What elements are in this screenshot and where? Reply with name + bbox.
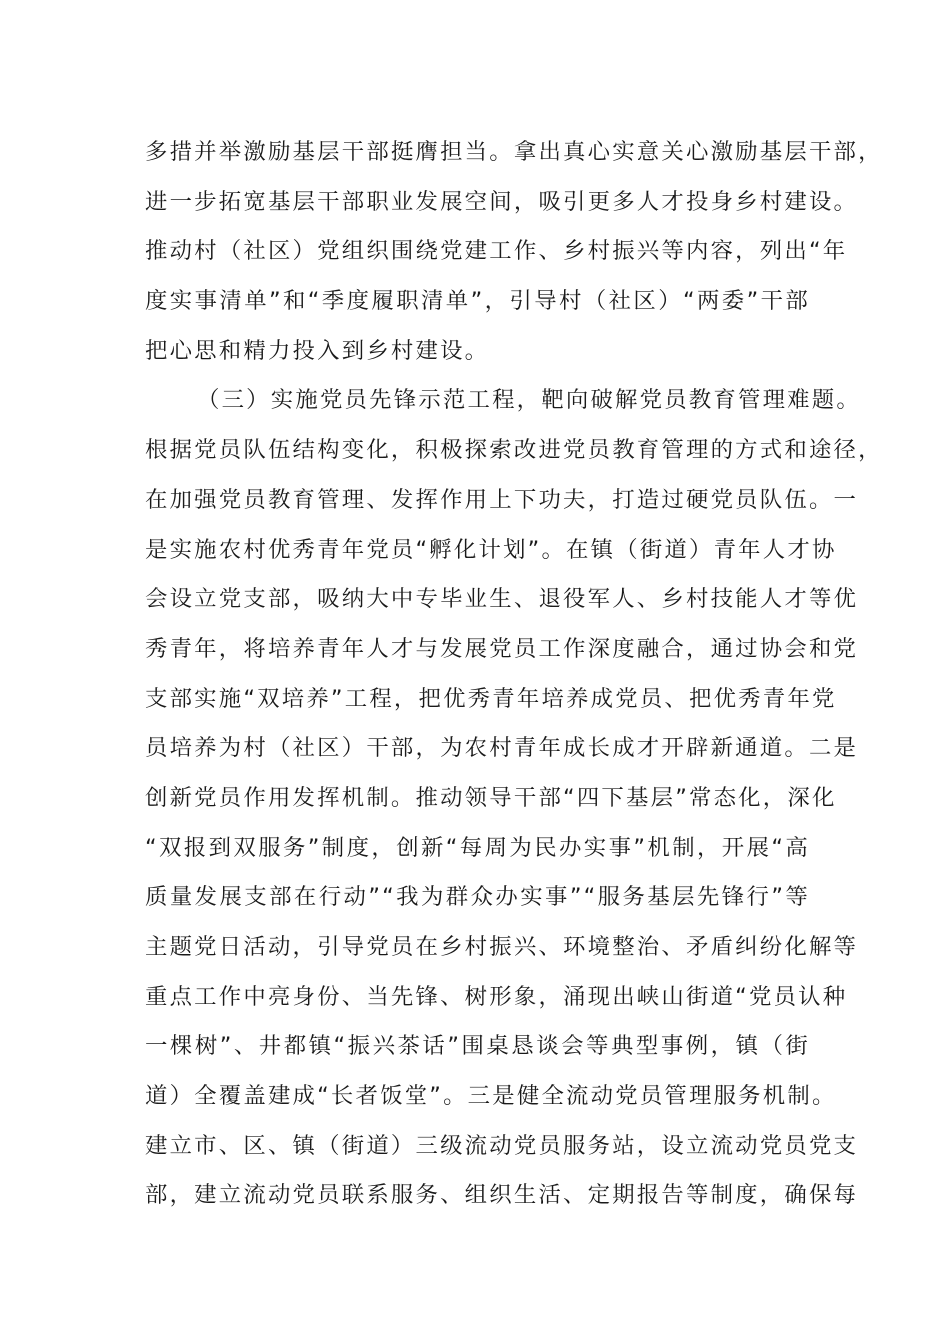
text-line: 推动村（社区）党组织围绕党建工作、乡村振兴等内容，列出“年 [145, 238, 848, 265]
text-line: 根据党员队伍结构变化，积极探索改进党员教育管理的方式和途径， [145, 437, 883, 464]
text-line: 支部实施“双培养”工程，把优秀青年培养成党员、把优秀青年党 [145, 685, 837, 712]
text-line: 是实施农村优秀青年党员“孵化计划”。在镇（街道）青年人才协 [145, 536, 837, 563]
text-line: 道）全覆盖建成“长者饭堂”。三是健全流动党员管理服务机制。 [145, 1083, 837, 1110]
body-text [145, 128, 883, 1221]
text-line: 主题党日活动，引导党员在乡村振兴、环境整治、矛盾纠纷化解等 [145, 934, 859, 960]
text-line: 质量发展支部在行动”“我为群众办实事”“服务基层先锋行”等 [145, 884, 810, 911]
text-line: 会设立党支部，吸纳大中专毕业生、退役军人、乡村技能人才等优 [145, 586, 859, 613]
text-line: 进一步拓宽基层干部职业发展空间，吸引更多人才投身乡村建设。 [145, 188, 859, 215]
text-line: 部，建立流动党员联系服务、组织生活、定期报告等制度，确保每 [145, 1182, 859, 1209]
text-line: 度实事清单”和“季度履职清单”，引导村（社区）“两委”干部 [145, 288, 810, 315]
text-line: 在加强党员教育管理、发挥作用上下功夫，打造过硬党员队伍。一 [145, 486, 859, 513]
text-line: 员培养为村（社区）干部，为农村青年成长成才开辟新通道。二是 [145, 735, 859, 762]
text-line: “双报到双服务”制度，创新“每周为民办实事”机制，开展“高 [145, 834, 810, 861]
text-line: 秀青年，将培养青年人才与发展党员工作深度融合，通过协会和党 [145, 635, 859, 662]
text-line: 把心思和精力投入到乡村建设。 [145, 337, 490, 364]
text-line: 重点工作中亮身份、当先锋、树形象，涌现出峡山街道“党员认种 [145, 983, 848, 1010]
section-heading-line: （三）实施党员先锋示范工程，靶向破解党员教育管理难题。 [197, 387, 861, 414]
text-line: 建立市、区、镇（街道）三级流动党员服务站，设立流动党员党支 [145, 1132, 859, 1159]
text-line: 一棵树”、井都镇“振兴茶话”围桌恳谈会等典型事例，镇（街 [145, 1033, 810, 1060]
text-line: 多措并举激励基层干部挺膺担当。拿出真心实意关心激励基层干部， [145, 139, 883, 165]
text-line: 创新党员作用发挥机制。推动领导干部“四下基层”常态化，深化 [145, 784, 837, 811]
